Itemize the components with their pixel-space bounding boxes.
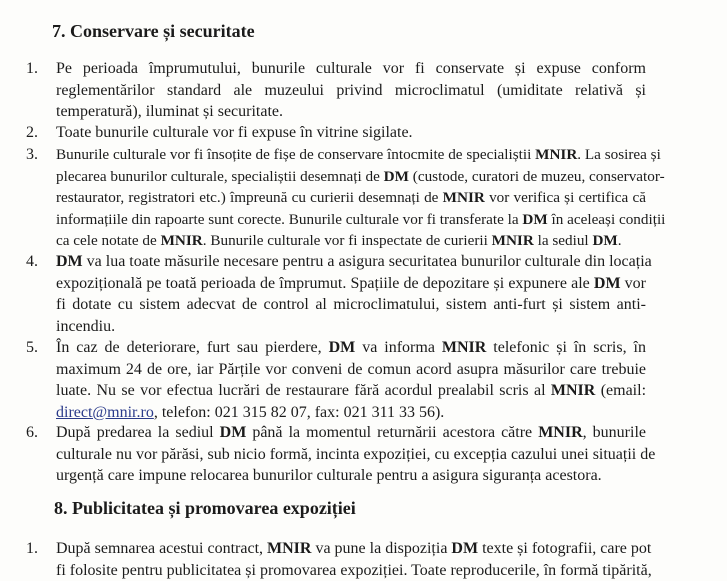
section-8-heading: 8. Publicitatea și promovarea expoziției [54, 497, 356, 519]
bold-term: DM [220, 424, 247, 441]
bold-term: MNIR [538, 424, 582, 441]
text-line: luate. Nu se vor efectua lucrări de restaurare fără acordul prealabil scris al MNIR (email: [56, 380, 646, 402]
list-item-text [56, 538, 646, 581]
list-item-number: 5. [26, 337, 38, 358]
list-item-number: 3. [26, 144, 38, 165]
text-line: restaurator, registratori etc.) împreună cu curierii desemnați de MNIR vor verifica și certifica că [56, 187, 646, 209]
bold-term: DM [522, 211, 547, 228]
bold-term: DM [56, 253, 83, 270]
text-line: urgență care impune relocarea bunurilor culturale pentru a asigura siguranța acestora. [56, 465, 646, 487]
text-line: reglementărilor standard ale muzeului privind microclimatul (umiditate relativă și [56, 80, 646, 102]
bold-term: MNIR [161, 232, 203, 249]
email-link[interactable]: direct@mnir.ro [56, 404, 154, 421]
text-line: Pe perioada împrumutului, bunurile culturale vor fi conservate și expuse conform [56, 58, 646, 80]
bold-term: MNIR [442, 339, 486, 356]
text-line: incendiu. [56, 316, 646, 338]
list-item-number: 6. [26, 422, 38, 443]
text-line: fi dotate cu sistem adecvat de control al microclimatului, sistem anti-furt și sistem anti- [56, 294, 646, 316]
list-item-text [56, 251, 646, 337]
list-item-text [56, 122, 646, 144]
text-line: informațiile din rapoarte sunt corecte. Bunurile culturale vor fi transferate la DM în aceleași condiții [56, 209, 646, 231]
text-line: În caz de deteriorare, furt sau pierdere, DM va informa MNIR telefonic și în scris, în [56, 337, 646, 359]
text-line: După semnarea acestui contract, MNIR va pune la dispoziția DM texte și fotografii, care pot [56, 538, 646, 560]
list-item-number: 1. [26, 58, 38, 79]
bold-term: MNIR [492, 232, 534, 249]
section-7-heading: 7. Conservare și securitate [52, 20, 255, 42]
text-line: Toate bunurile culturale vor fi expuse în vitrine sigilate. [56, 122, 646, 144]
text-line: DM va lua toate măsurile necesare pentru a asigura securitatea bunurilor culturale din locația [56, 251, 646, 273]
text-line: După predarea la sediul DM până la momentul returnării acestora către MNIR, bunurile [56, 422, 646, 444]
text-line: Bunurile culturale vor fi însoțite de fișe de conservare întocmite de specialiștii MNIR. La sosirea și [56, 144, 646, 166]
text-line: temperatură), iluminat și securitate. [56, 101, 646, 123]
bold-term: DM [594, 275, 621, 292]
bold-term: DM [384, 168, 409, 185]
bold-term: DM [451, 540, 478, 557]
text-line: fi folosite pentru publicitatea și promovarea expoziției. Toate reproducerile, în formă tipărită, [56, 560, 646, 581]
text-line: ca cele notate de MNIR. Bunurile culturale vor fi inspectate de curierii MNIR la sediul DM. [56, 230, 646, 252]
bold-term: MNIR [551, 382, 595, 399]
bold-term: MNIR [535, 146, 577, 163]
bold-term: DM [329, 339, 356, 356]
list-item-text [56, 144, 646, 252]
bold-term: MNIR [267, 540, 311, 557]
list-item-number: 2. [26, 122, 38, 143]
text-line: expozițională pe toată perioada de împrumut. Spațiile de depozitare și expunere ale DM vor [56, 273, 646, 295]
bold-term: DM [592, 232, 617, 249]
list-item-text [56, 422, 646, 487]
bold-term: MNIR [443, 189, 485, 206]
text-line: plecarea bunurilor culturale, specialiștii desemnați de DM (custode, curatori de muzeu, conservator- [56, 166, 646, 188]
text-line-with-email: direct@mnir.ro, telefon: 021 315 82 07, fax: 021 311 33 56). [56, 402, 646, 424]
list-item-text [56, 337, 646, 423]
list-item-number: 1. [26, 538, 38, 559]
list-item-number: 4. [26, 251, 38, 272]
text-line: culturale nu vor părăsi, sub nicio formă, incinta expoziției, cu excepția cazului unei situații de [56, 444, 646, 466]
list-item-text [56, 58, 646, 123]
text-line: maximum 24 de ore, iar Părțile vor conveni de comun acord asupra măsurilor care trebuie [56, 359, 646, 381]
